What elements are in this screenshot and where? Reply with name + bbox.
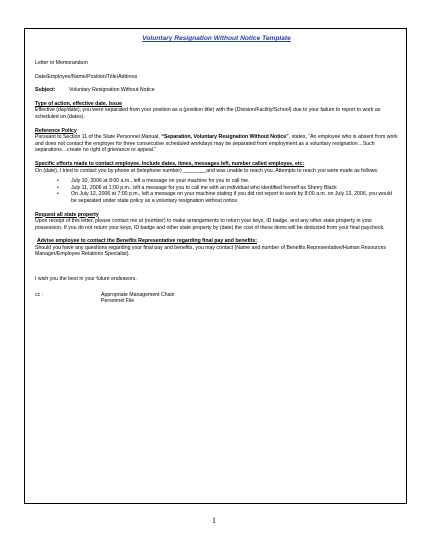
section-heading-contact: Specific efforts made to contact employee. Include dates, times, messages left, number called employee, etc: — [35, 160, 305, 167]
policy-text-post: , states, “An employee who is absent from work and does not contact the employer for three consecutive scheduled workdays may be separated from employment as a voluntary resignation…Such separations…create no right of grievance or appeal.” — [35, 134, 398, 154]
bullet-icon: • — [57, 178, 59, 185]
policy-title: “Separation, Voluntary Resignation Without Notice” — [161, 134, 289, 141]
list-item: • On July 12, 2006 at 7:00 p.m., left a message on your machine stating if you did not report to work by 8:00 a.m. on July 13, 2006, you would be separated under state policy as a voluntary resignation without notice. — [57, 191, 392, 204]
subject-value: Voluntary Resignation Without Notice — [69, 87, 155, 94]
cc-recipients — [101, 292, 175, 305]
section-body-policy — [35, 134, 398, 154]
section-heading-property: Request all state property — [35, 211, 99, 218]
section-body-action: Effective (day/date), you were separated from your position as a (position title) with the (Division/Facility/School) due to your failure to report to work as scheduled on (dates). — [35, 107, 381, 120]
cc-block — [35, 292, 398, 305]
address-line: Date/Employee/Name/Position/Title/Address — [35, 73, 138, 80]
template-border — [24, 28, 407, 504]
section-body-property: Upon receipt of this letter, please contact me at (number) to make arrangements to return your keys, ID badge, and any other state property in your possession. If you do not return your keys, ID badge and other state property by (date) the cost of these items will be deducted from your final paycheck. — [35, 218, 385, 231]
closing-line: I wish you the best in your future endeavors. — [35, 276, 137, 283]
list-item: • July 11, 2006 at 1:00 p.m., left a message for you to call me with an individual who identified herself as Sherry Black — [57, 184, 337, 191]
cc-label: cc : — [35, 291, 44, 298]
subject-label: Subject: — [35, 87, 56, 94]
section-heading-benefits: Advise employee to contact the Benefits Representative regarding final pay and benefits: — [37, 238, 257, 245]
letter-or-memo: Letter or Memorandum — [35, 60, 88, 66]
page-number: 1 — [212, 516, 216, 525]
cc-item: Personnel File — [101, 298, 135, 305]
bullet-icon: • — [57, 191, 59, 198]
policy-text-pre: Pursuant to Section 11 of the State Personnel Manual, — [35, 134, 162, 141]
document-title: Voluntary Resignation Without Notice Template — [142, 35, 291, 42]
section-heading-policy: Reference Policy — [35, 127, 77, 134]
list-item: • July 10, 2006 at 8:00 a.m., left a message on your machine for you to call me. — [57, 178, 250, 185]
section-body-contact: On (date), I tried to contact you by phone at (telephone number) ________and was unable to reach you. Attempts to reach you were made as follows: — [35, 167, 379, 174]
cc-item: Appropriate Management Chain — [101, 291, 175, 298]
subject-row — [35, 87, 398, 94]
section-body-benefits: Should you have any questions regarding your final pay and benefits, you may contact (Name and number of Benefits Representative/Human Resources Manager/Employee Relations Specialist). — [35, 244, 386, 258]
section-heading-action: Type of action, effective date, Issue — [35, 100, 122, 107]
contact-attempts-list — [35, 178, 398, 204]
bullet-icon: • — [57, 184, 59, 191]
